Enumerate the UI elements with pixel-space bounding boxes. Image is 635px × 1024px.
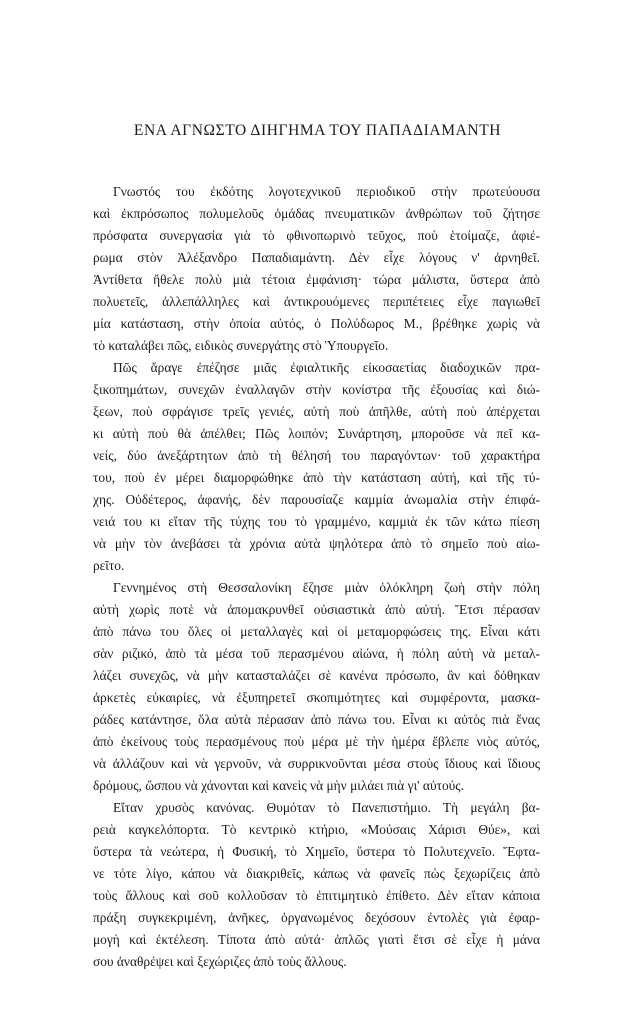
- text-line: δρόμους, ὥσπου νὰ χάνονται καὶ κανεὶς νὰ μὴν μιλάει πιὰ γι' αὐτούς.: [93, 778, 464, 793]
- text-line: νείς, δύο ἀνεξάρτητων ἀπὸ τὴ θέλησή του παραγόντων· τοῦ χαρακτήρα: [93, 448, 540, 463]
- text-line: νειά του κι εἴταν τῆς τύχης του τὸ γραμμένο, καμμιὰ ἐκ τῶν κάτω πίεση: [93, 514, 540, 529]
- text-line: ἀπὸ πάνω του ὅλες οἱ μεταλλαγὲς καὶ οἱ μεταμορφώσεις της. Εἶναι κάτι: [93, 624, 540, 639]
- paragraph: [93, 797, 540, 973]
- text-line: ἀρκετὲς εὐκαιρίες, νὰ ἐξυπηρετεῖ σκοπιμότητες καὶ συμφέροντα, μασκα-: [93, 690, 540, 705]
- text-line: Ἀντίθετα ἤθελε πολὺ μιὰ τέτοια ἐμφάνιση· τώρα μάλιστα, ὕστερα ἀπὸ: [93, 272, 540, 287]
- text-line: ρειὰ καγκελόπορτα. Τὸ κεντρικὸ κτήριο, «Μούσαις Χάρισι Θύε», καὶ: [93, 822, 540, 837]
- text-line: ρωμα στὸν Ἀλέξανδρο Παπαδιαμάντη. Δὲν εἶχε λόγους ν' ἀρνηθεῖ.: [93, 250, 540, 265]
- text-line: αὐτὴ χωρὶς ποτὲ νὰ ἀπομακρυνθεῖ οὐσιαστικὰ ἀπὸ αὐτή. Ἔτσι πέρασαν: [93, 602, 540, 617]
- text-line: Πῶς ἄραγε ἐπέζησε μιᾶς ἐφιαλτικῆς εἰκοσαετίας διαδοχικῶν πρα-: [113, 360, 540, 375]
- text-line: ὕστερα τὰ νεώτερα, ἡ Φυσική, τὸ Χημεῖο, ὕστερα τὸ Πολυτεχνεῖο. Ἔφτα-: [93, 844, 540, 859]
- text-line: ράδες κατάντησε, ὅλα αὐτὰ πέρασαν ἀπὸ πάνω του. Εἶναι κι αὐτὸς πιὰ ἕνας: [93, 712, 540, 727]
- text-line: νὰ μὴν τὸν ἀνεβάσει τὰ χρόνια αὐτὰ ψηλότερα ἀπὸ τὸ σημεῖο ποὺ αἰω-: [93, 536, 540, 551]
- text-line: Γεννημένος στὴ Θεσσαλονίκη ἔζησε μιὰν ὁλόκληρη ζωὴ στὴν πόλη: [113, 580, 540, 595]
- text-line: ρεῖτο.: [93, 558, 125, 573]
- text-line: σου ἀναθρέψει καὶ ξεχώριζες ἀπὸ τοὺς ἄλλους.: [93, 954, 347, 969]
- page-title: ΕΝΑ ΑΓΝΩΣΤΟ ΔΙΗΓΗΜΑ ΤΟΥ ΠΑΠΑΔΙΑΜΑΝΤΗ: [133, 122, 502, 139]
- text-line: Εἴταν χρυσὸς κανόνας. Θυμόταν τὸ Πανεπιστήμιο. Τὴ μεγάλη βα-: [113, 800, 540, 815]
- paragraph: [93, 181, 540, 357]
- text-line: χης. Οὐδέτερος, ἀφανής, δὲν παρουσίαζε καμμία ἀνωμαλία στὴν ἐπιφά-: [93, 492, 540, 507]
- text-line: ἀπὸ ἐκείνους τοὺς περασμένους ποὺ μέρα μὲ τὴν ἡμέρα ἔβλεπε νιὸς αὐτός,: [93, 734, 540, 749]
- text-line: πολυετεῖς, ἀλλεπάλληλες καὶ ἀντικρουόμενες περιπέτειες εἶχε παγιωθεῖ: [93, 294, 540, 309]
- text-line: μογὴ καὶ ἐκτέλεση. Τίποτα ἀπὸ αὐτά· ἁπλῶς γιατὶ ἔτσι σὲ εἶχε ἡ μάνα: [93, 932, 540, 947]
- text-line: κι αὐτὴ ποὺ θὰ ἀπέλθει; Πῶς λοιπόν; Συνάρτηση, μποροῦσε νὰ πεῖ κα-: [93, 426, 540, 441]
- text-line: λάζει συνεχῶς, νὰ μὴν κατασταλάζει σὲ κανένα πρόσωπο, ἂν καὶ δόθηκαν: [93, 668, 540, 683]
- text-line: τὸ καταλάβει πῶς, ειδικὸς συνεργάτης στὸ Ὑπουργεῖο.: [93, 338, 389, 353]
- text-line: σὰν ριζικό, ἀπὸ τὰ μέσα τοῦ περασμένου αἰώνα, ἡ πόλη αὐτὴ νὰ μεταλ-: [93, 646, 540, 661]
- text-line: πρόσφατα συνεργασία γιὰ τὸ φθινοπωρινὸ τεῦχος, ποὺ ἑτοίμαζε, ἀφιέ-: [93, 228, 540, 243]
- text-line: τοὺς ἄλλους καὶ σοῦ κολλοῦσαν τὸ ἐπιτιμητικὸ ἐπίθετο. Δὲν εἴταν κάποια: [93, 888, 540, 903]
- text-line: Γνωστός του ἐκδότης λογοτεχνικοῦ περιοδικοῦ στὴν πρωτεύουσα: [113, 184, 540, 199]
- text-line: ξεων, ποὺ σφράγισε τρεῖς γενιές, αὐτὴ ποὺ ἀπῆλθε, αὐτὴ ποὺ ἀπέρχεται: [93, 404, 540, 419]
- text-line: ξικοπημάτων, συνεχῶν ἐναλλαγῶν στὴν κονίστρα τῆς ἐξουσίας καὶ διώ-: [93, 382, 540, 397]
- paragraph: [93, 577, 540, 797]
- paragraph: [93, 357, 540, 577]
- text-line: πράξη συγκεκριμένη, ἀνῆκες, ὀργανωμένος δεχόσουν ἐντολὲς γιὰ ἐφαρ-: [93, 910, 540, 925]
- body-text: [93, 181, 540, 973]
- text-line: νὰ ἀλλάζουν καὶ νὰ γερνοῦν, νὰ συρρικνοῦνται μέσα στοὺς ἴδιους καὶ ἴδιους: [93, 756, 540, 771]
- text-line: καὶ ἐκπρόσωπος πολυμελοῦς ὁμάδας πνευματικῶν ἀνθρώπων τοῦ ζήτησε: [93, 206, 540, 221]
- text-line: νε τότε λίγο, κάπου νὰ διακριθεῖς, κάπως νὰ φανεῖς πὼς ξεχωρίζεις ἀπὸ: [93, 866, 540, 881]
- text-line: μία κατάσταση, στὴν ὁποία αὐτός, ὁ Πολύδωρος Μ., βρέθηκε χωρὶς νὰ: [93, 316, 540, 331]
- text-line: του, ποὺ ἐν μέρει διαμορφώθηκε ἀπὸ τὴν κατάσταση αὐτή, καὶ τῆς τύ-: [93, 470, 540, 485]
